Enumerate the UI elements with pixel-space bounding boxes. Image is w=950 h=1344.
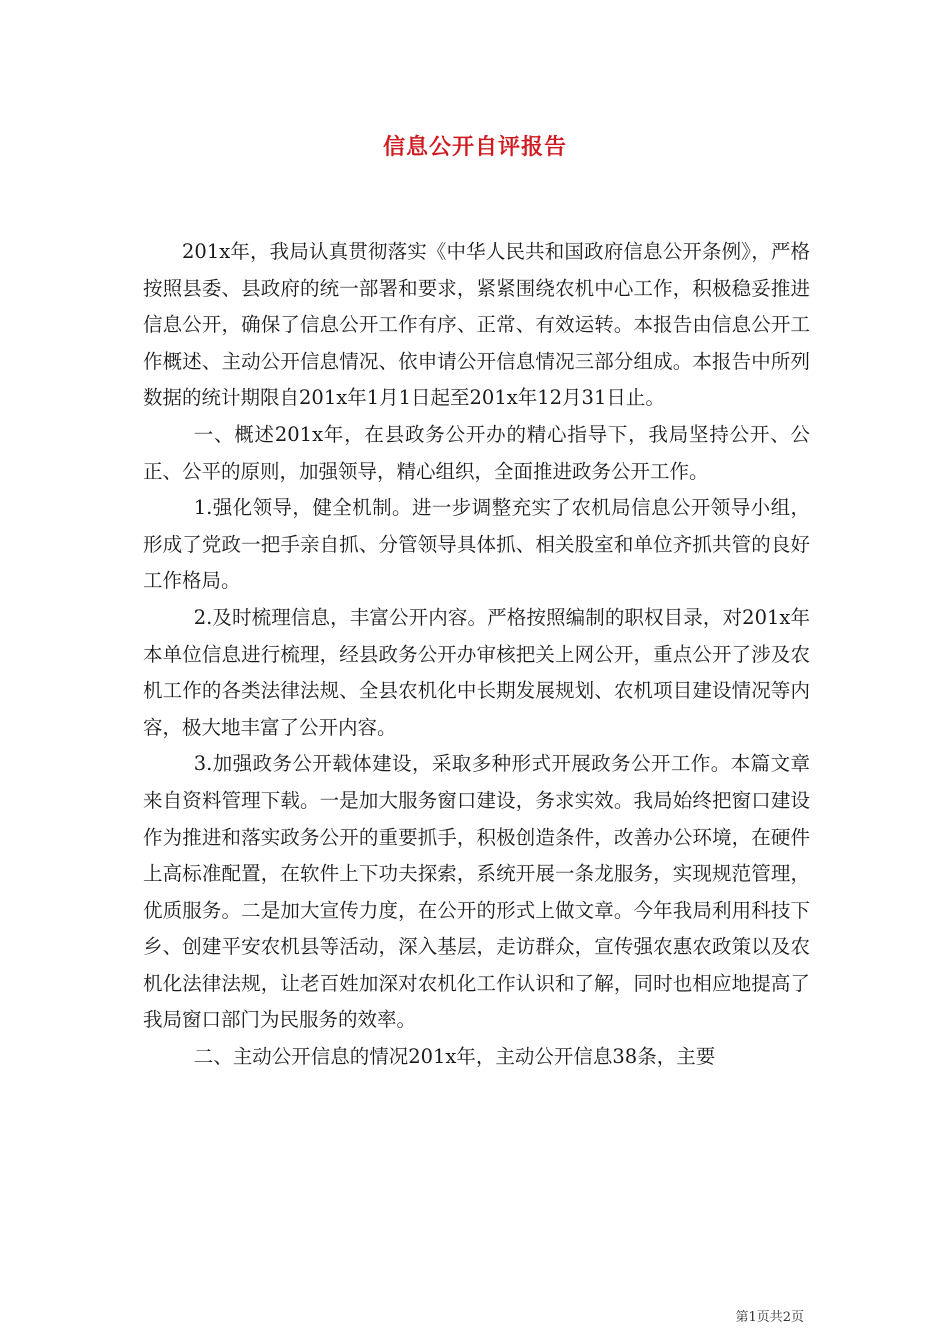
page-indicator: 第1页共2页 — [735, 1310, 804, 1325]
paragraph-item-3: 3.加强政务公开载体建设，采取多种形式开展政务公开工作。本篇文章来自资料管理下载。一是加大服务窗口建设，务求实效。我局始终把窗口建设作为推进和落实政务公开的重要抓手，积极创造条件，改善办公环境，在硬件上高标准配置，在软件上下功夫探索，系统开展一条龙服务，实现规范管理，优质服务。二是加大宣传力度，在公开的形式上做文章。今年我局利用科技下乡、创建平安农机县等活动，深入基层，走访群众，宣传强农惠农政策以及农机化法律法规，让老百姓加深对农机化工作认识和了解，同时也相应地提高了我局窗口部门为民服务的效率。 — [143, 752, 810, 1032]
paragraph-intro: 201x年，我局认真贯彻落实《中华人民共和国政府信息公开条例》，严格按照县委、县政府的统一部署和要求，紧紧围绕农机中心工作，积极稳妥推进信息公开，确保了信息公开工作有序、正常、有效运转。本报告由信息公开工作概述、主动公开信息情况、依申请公开信息情况三部分组成。本报告中所列数据的统计期限自201x年1月1日起至201x年12月31日止。 — [143, 240, 810, 410]
document-title: 信息公开自评报告 — [382, 134, 567, 160]
paragraph-section-2: 二、主动公开信息的情况201x年，主动公开信息38条，主要 — [193, 1045, 716, 1069]
document-body — [143, 234, 810, 1076]
paragraph-overview: 一、概述201x年，在县政务公开办的精心指导下，我局坚持公开、公正、公平的原则，加强领导，精心组织，全面推进政务公开工作。 — [143, 422, 810, 483]
paragraph-item-1: 1.强化领导，健全机制。进一步调整充实了农机局信息公开领导小组，形成了党政一把手亲自抓、分管领导具体抓、相关股室和单位齐抓共管的良好工作格局。 — [143, 496, 810, 593]
paragraph-item-2: 2.及时梳理信息，丰富公开内容。严格按照编制的职权目录，对201x年本单位信息进行梳理，经县政务公开办审核把关上网公开，重点公开了涉及农机工作的各类法律法规、全县农机化中长期发展规划、农机项目建设情况等内容，极大地丰富了公开内容。 — [143, 605, 810, 739]
